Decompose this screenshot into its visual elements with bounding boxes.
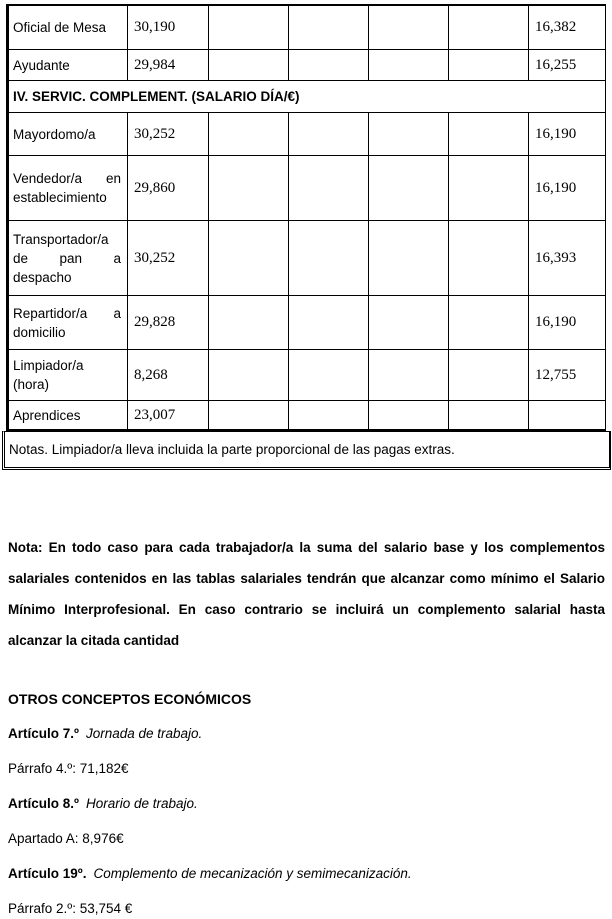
empty-cell (209, 350, 289, 401)
row-label-cell: Oficial de Mesa (8, 5, 128, 50)
ultimo-cell: 12,755 (529, 350, 606, 401)
ultimo-cell: 16,190 (529, 113, 606, 156)
table-row (8, 401, 606, 431)
empty-cell (449, 156, 529, 221)
article-subject: Horario de trabajo. (85, 796, 198, 811)
article-line (8, 724, 604, 744)
table-row (8, 156, 606, 221)
ultimo-cell (529, 401, 606, 431)
empty-cell (369, 113, 449, 156)
empty-cell (289, 296, 369, 350)
empty-cell (369, 296, 449, 350)
empty-cell (449, 50, 529, 81)
salario-cell: 29,984 (128, 50, 209, 81)
ultimo-cell: 16,190 (529, 296, 606, 350)
empty-cell (289, 221, 369, 296)
nota-paragraph: Nota: En todo caso para cada trabajador/a la suma del salario base y los complementos salariales contenidos en las tablas salariales tendrán que alcanzar como mínimo el Salario Mínimo Interprofesional. En caso contrario se incluirá un complemento salarial hasta alcanzar la citada cantidad (8, 540, 605, 648)
empty-cell (449, 5, 529, 50)
article-line (8, 864, 604, 884)
article-detail: Párrafo 2.º: 53,754 € (8, 901, 133, 916)
empty-cell (369, 50, 449, 81)
row-label-cell: Repartidor/a a domicilio (8, 296, 128, 350)
ultimo-cell: 16,190 (529, 156, 606, 221)
empty-cell (449, 221, 529, 296)
article-number: Artículo 7.º (8, 726, 79, 741)
row-label-cell: Aprendices (8, 401, 128, 431)
table-row (8, 221, 606, 296)
table-row (8, 350, 606, 401)
salario-cell: 29,828 (128, 296, 209, 350)
empty-cell (289, 401, 369, 431)
salario-cell: 30,252 (128, 113, 209, 156)
ultimo-cell: 16,382 (529, 5, 606, 50)
empty-cell (209, 221, 289, 296)
table-notes-text: Notas. Limpiador/a lleva incluida la parte proporcional de las pagas extras. (9, 442, 455, 457)
row-label-cell: Transportador/a de pan a despacho (8, 221, 128, 296)
empty-cell (369, 156, 449, 221)
empty-cell (449, 350, 529, 401)
empty-cell (369, 350, 449, 401)
article-detail: Apartado A: 8,976€ (8, 831, 124, 846)
salario-cell: 29,860 (128, 156, 209, 221)
row-label-cell: Mayordomo/a (8, 113, 128, 156)
article-subject: Jornada de trabajo. (85, 726, 203, 741)
empty-cell (289, 350, 369, 401)
empty-cell (449, 401, 529, 431)
empty-cell (289, 5, 369, 50)
salario-cell: 23,007 (128, 401, 209, 431)
row-label-cell: Ayudante (8, 50, 128, 81)
otros-conceptos-section (8, 689, 604, 919)
salario-cell: 30,252 (128, 221, 209, 296)
empty-cell (209, 5, 289, 50)
empty-cell (289, 113, 369, 156)
article-line (8, 794, 604, 814)
section-header-row (8, 81, 606, 113)
empty-cell (209, 50, 289, 81)
table-notes (2, 431, 611, 470)
section-header-cell: IV. SERVIC. COMPLEMENT. (SALARIO DÍA/€) (8, 81, 606, 113)
empty-cell (289, 50, 369, 81)
article-number: Artículo 8.º (8, 796, 79, 811)
table-row (8, 50, 606, 81)
article-detail: Párrafo 4.º: 71,182€ (8, 761, 129, 776)
ultimo-cell: 16,393 (529, 221, 606, 296)
salario-cell: 8,268 (128, 350, 209, 401)
empty-cell (369, 401, 449, 431)
article-subject: Complemento de mecanización y semimecanización. (93, 866, 412, 881)
empty-cell (209, 113, 289, 156)
empty-cell (209, 156, 289, 221)
table-row (8, 296, 606, 350)
row-label-cell: Vendedor/a en establecimiento (8, 156, 128, 221)
empty-cell (369, 221, 449, 296)
empty-cell (449, 113, 529, 156)
salary-table (6, 4, 606, 431)
row-label-cell: Limpiador/a (hora) (8, 350, 128, 401)
table-row (8, 5, 606, 50)
empty-cell (369, 5, 449, 50)
empty-cell (209, 401, 289, 431)
empty-cell (289, 156, 369, 221)
article-number: Artículo 19º. (8, 866, 87, 881)
empty-cell (449, 296, 529, 350)
ultimo-cell: 16,255 (529, 50, 606, 81)
salario-cell: 30,190 (128, 5, 209, 50)
empty-cell (209, 296, 289, 350)
table-row (8, 113, 606, 156)
otros-conceptos-heading: OTROS CONCEPTOS ECONÓMICOS (8, 691, 252, 707)
